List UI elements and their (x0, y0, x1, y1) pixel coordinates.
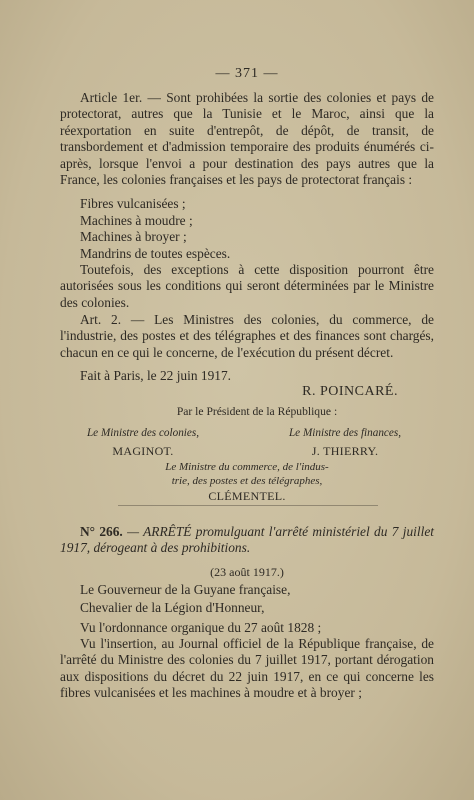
minister-commerce-name: CLÉMENTEL. (208, 489, 286, 503)
list-item: Mandrins de toutes espèces. (80, 245, 231, 261)
article-2: Art. 2. — Les Ministres des colonies, du commerce, de l'industrie, des postes et des télégraphes et des finances sont chargés, chacun en ce qui le concerne, de l'exécution du présent décret. (60, 312, 434, 360)
date-line: Fait à Paris, le 22 juin 1917. (80, 368, 232, 383)
page-number: — 371 — (215, 66, 279, 81)
arrete-date: (23 août 1917.) (210, 565, 284, 579)
minister-colonies (68, 425, 218, 460)
minister-commerce-title-1: Le Ministre du commerce, de l'indus- (165, 461, 329, 473)
minister-finances-title: Le Ministre des finances, (288, 427, 402, 439)
list-item: Machines à moudre ; (80, 212, 193, 228)
product-list (80, 196, 230, 262)
minister-commerce-title-2: trie, des postes et des télégraphes, (171, 475, 323, 487)
arrete-heading (60, 524, 434, 557)
arrete-number: N° 266. (80, 524, 123, 539)
gouverneur-line-1: Le Gouverneur de la Guyane française, (80, 582, 291, 597)
signature: R. POINCARÉ. (302, 384, 398, 399)
minister-finances (260, 425, 430, 460)
section-divider (118, 505, 378, 506)
list-item: Fibres vulcanisées ; (80, 196, 186, 211)
minister-commerce (60, 460, 434, 488)
exceptions-paragraph: Toutefois, des exceptions à cette disposition pourront être autorisées sous les conditions qui seront déterminées par le Ministre des colonies. (60, 262, 434, 310)
par-le-president: Par le Président de la République : (176, 405, 338, 418)
vu-ordonnance: Vu l'ordonnance organique du 27 août 1828 ; (80, 620, 322, 635)
gouverneur-line-2: Chevalier de la Légion d'Honneur, (80, 600, 265, 615)
article-1: Article 1er. — Sont prohibées la sortie des colonies et pays de protectorat, autres que la Tunisie et le Maroc, ainsi que la réexportation en suite d'entrepôt, de dépôt, de transit, de transbordement et d'admission temporaire des produits énumérés ci-après, lorsque l'envoi a pour destination des pays autres que la France, les colonies françaises et les pays de protectorat français : (60, 90, 434, 188)
minister-colonies-name: MAGINOT. (112, 444, 174, 459)
minister-colonies-title: Le Ministre des colonies, (86, 427, 200, 439)
vu-insertion: Vu l'insertion, au Journal officiel de la République française, de l'arrêté du Ministre des colonies du 7 juillet 1917, portant dérogation aux dispositions du décret du 22 juin 1917, en ce qui concerne les fibres vulcanisées et les machines à moudre et à broyer ; (60, 636, 434, 701)
minister-finances-name: J. THIERRY. (311, 444, 379, 459)
list-item: Machines à broyer ; (80, 229, 187, 245)
arrete-title: — ARRÊTÉ promulguant l'arrêté ministériel du 7 juillet 1917, dérogeant à des prohibitions. (60, 524, 435, 556)
